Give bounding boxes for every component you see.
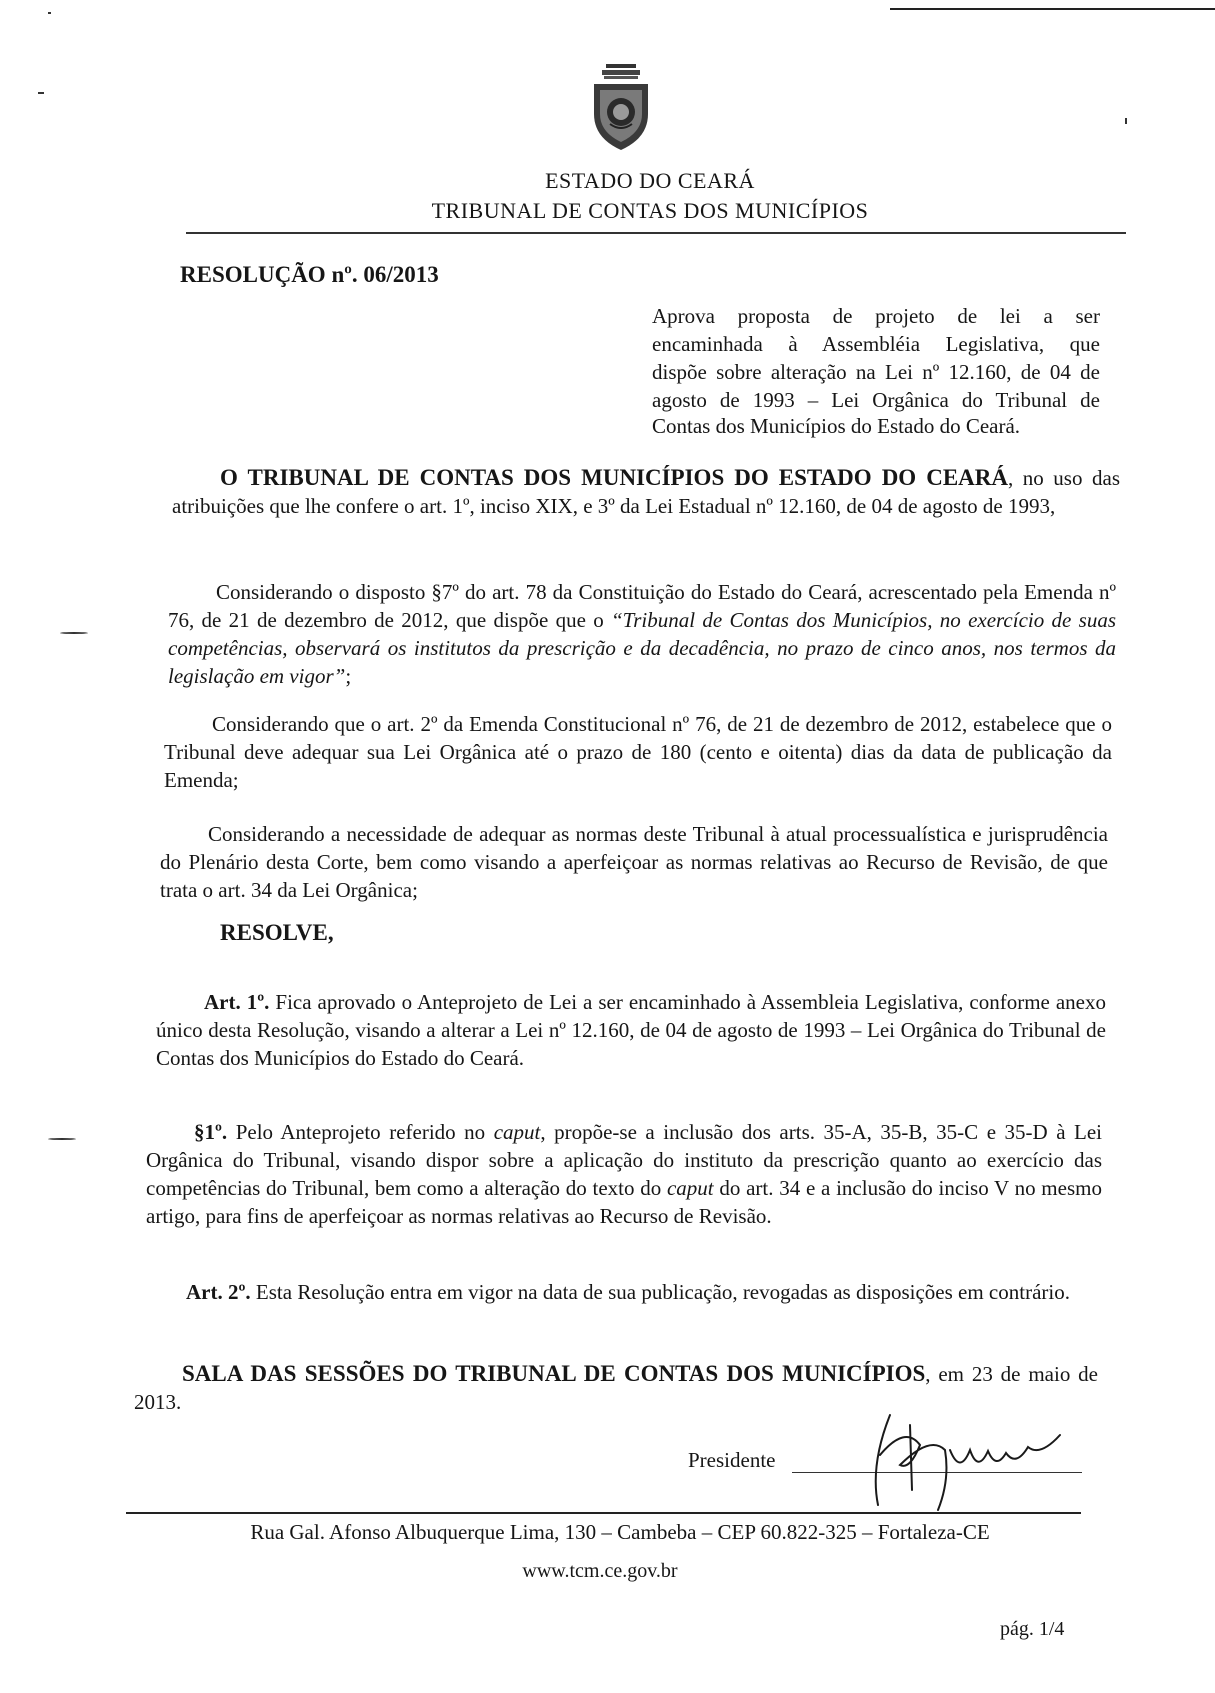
summary-line: Aprova proposta de projeto de lei a ser <box>652 304 1100 328</box>
handwritten-signature <box>850 1395 1090 1515</box>
paragraph-1 <box>146 1118 1102 1230</box>
considerando-3-text: Considerando a necessidade de adequar as normas deste Tribunal à atual processualística e jurisprudência do Plenário desta Corte, bem como visando a aperfeiçoar as normas relativas ao Recurso de Revisão, de que trata o art. 34 da Lei Orgânica; <box>160 822 1108 902</box>
summary-line: dispõe sobre alteração na Lei nº 12.160, de 04 de <box>652 360 1100 384</box>
header-state: ESTADO DO CEARÁ <box>545 168 755 193</box>
considerando-1-text: Considerando o disposto §7º do art. 78 da Constituição do Estado do Ceará, acrescentado pela Emenda nº 76, de 21 de dezembro de 2012, que dispõe que o <box>168 580 1116 632</box>
preamble-caps: O TRIBUNAL DE CONTAS DOS MUNICÍPIOS DO ESTADO DO CEARÁ <box>220 465 1008 490</box>
considerando-3 <box>160 820 1108 904</box>
summary-line: agosto de 1993 – Lei Orgânica do Tribunal de <box>652 388 1100 412</box>
article-2-text: Esta Resolução entra em vigor na data de sua publicação, revogadas as disposições em contrário. <box>250 1280 1070 1304</box>
considerando-1-quote: “Tribunal de Contas dos Municípios, no exercício de suas competências, observará os institutos da prescrição e da decadência, no prazo de cinco anos, nos termos da legislação em vigor” <box>168 608 1116 688</box>
considerando-2-text: Considerando que o art. 2º da Emenda Constitucional nº 76, de 21 de dezembro de 2012, estabelece que o Tribunal deve adequar sua Lei Orgânica até o prazo de 180 (cento e oitenta) dias da data de publicação da Emenda; <box>164 712 1112 792</box>
considerando-1-end: ; <box>345 664 352 688</box>
footer-divider <box>126 1512 1081 1514</box>
paragraph-1-label: §1º. <box>194 1120 228 1144</box>
paragraph-1-text-a: Pelo Anteprojeto referido no <box>227 1120 494 1144</box>
scan-speck <box>1125 118 1127 124</box>
signature-label: Presidente <box>688 1448 776 1472</box>
resolution-summary <box>652 302 1100 414</box>
paragraph-1-text-c: do art. 34 e a inclusão do inciso V no mesmo artigo, para fins de aperfeiçoar as normas relativas ao Recurso de Revisão. <box>146 1176 1102 1228</box>
margin-mark <box>48 1138 76 1140</box>
summary-line: Contas dos Municípios do Estado do Ceará. <box>652 414 1021 438</box>
article-2 <box>138 1278 1098 1306</box>
top-edge-rule <box>890 8 1215 10</box>
footer-address: Rua Gal. Afonso Albuquerque Lima, 130 – Cambeba – CEP 60.822-325 – Fortaleza-CE <box>250 1520 990 1544</box>
state-coat-of-arms-icon <box>588 62 654 152</box>
considerando-1 <box>168 578 1116 690</box>
margin-mark <box>60 632 88 634</box>
article-1-label: Art. 1º. <box>204 990 270 1014</box>
considerando-2 <box>164 710 1112 794</box>
preamble-text: , no uso das atribuições que lhe confere o art. 1º, inciso XIX, e 3º da Lei Estadual nº 12.160, de 04 de agosto de 1993, <box>172 466 1120 518</box>
scan-speck <box>48 12 51 14</box>
footer-website: www.tcm.ce.gov.br <box>522 1560 678 1582</box>
paragraph-1-caput-2: caput <box>666 1176 714 1200</box>
header-divider <box>186 232 1126 234</box>
page-number: pág. 1/4 <box>1000 1618 1065 1640</box>
paragraph-1-caput: caput <box>493 1120 541 1144</box>
header-court: TRIBUNAL DE CONTAS DOS MUNICÍPIOS <box>431 198 869 223</box>
article-2-label: Art. 2º. <box>186 1280 251 1304</box>
article-1 <box>156 988 1106 1072</box>
preamble-paragraph <box>172 464 1120 520</box>
resolution-title: RESOLUÇÃO nº. 06/2013 <box>180 262 439 287</box>
summary-line: encaminhada à Assembléia Legislativa, que <box>652 332 1100 356</box>
closing-text: , em 23 de maio de 2013. <box>134 1362 1098 1414</box>
scan-speck <box>38 92 44 94</box>
resolve-heading: RESOLVE, <box>220 920 334 945</box>
closing-caps: SALA DAS SESSÕES DO TRIBUNAL DE CONTAS DOS MUNICÍPIOS <box>182 1361 926 1386</box>
paragraph-1-text-b: , propõe-se a inclusão dos arts. 35-A, 35-B, 35-C e 35-D à Lei Orgânica do Tribunal, visando dispor sobre a aplicação do instituto da prescrição quanto ao exercício das competências do Tribunal, bem como a alteração do texto do <box>146 1120 1103 1200</box>
article-1-text: Fica aprovado o Anteprojeto de Lei a ser encaminhado à Assembleia Legislativa, conforme anexo único desta Resolução, visando a alterar a Lei nº 12.160, de 04 de agosto de 1993 – Lei Orgânica do Tribunal de Contas dos Municípios do Estado do Ceará. <box>156 990 1106 1070</box>
